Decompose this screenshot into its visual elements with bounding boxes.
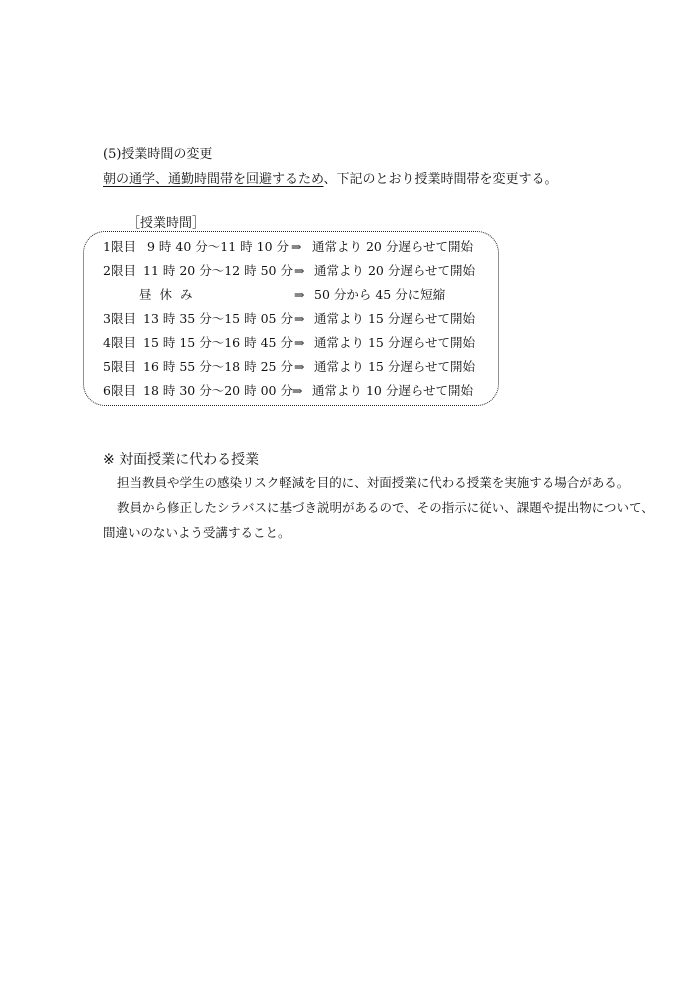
- period-time: 11 時 20 分～12 時 50 分: [143, 263, 293, 278]
- period-label: 2限目: [103, 263, 136, 278]
- period-time: 18 時 30 分～20 時 00 分: [143, 383, 293, 398]
- period-note: 通常より 20 分遅らせて開始: [314, 263, 475, 278]
- arrow-icon: ⇒: [294, 359, 305, 374]
- period-label: 5限目: [103, 359, 136, 374]
- period-label: 3限目: [103, 311, 136, 326]
- period-note: 通常より 10 分遅らせて開始: [312, 383, 473, 398]
- period-note: 通常より 15 分遅らせて開始: [314, 359, 475, 374]
- period-note: 50 分から 45 分に短縮: [314, 287, 446, 302]
- section-heading: (5)授業時間の変更: [103, 147, 213, 162]
- period-label: 1限目: [103, 239, 136, 254]
- period-label: 4限目: [103, 335, 136, 350]
- period-time: 15 時 15 分～16 時 45 分: [143, 335, 293, 350]
- intro-underlined-text: 朝の通学、通勤時間帯を回避するため: [103, 172, 324, 187]
- period-label: 昼休み: [139, 287, 201, 302]
- section-title-alternative-classes: ※ 対面授業に代わる授業: [103, 452, 260, 468]
- arrow-icon: ⇒: [294, 335, 305, 350]
- period-note: 通常より 15 分遅らせて開始: [314, 335, 475, 350]
- arrow-icon: ⇒: [294, 287, 305, 302]
- paragraph-2: 教員から修正したシラバスに基づき説明があるので、その指示に従い、課題や提出物について、: [117, 500, 654, 515]
- paragraph-1: 担当教員や学生の感染リスク軽減を目的に、対面授業に代わる授業を実施する場合がある。: [117, 475, 630, 490]
- period-note: 通常より 15 分遅らせて開始: [314, 311, 475, 326]
- period-time: 16 時 55 分～18 時 25 分: [143, 359, 293, 374]
- period-note: 通常より 20 分遅らせて開始: [312, 239, 473, 254]
- arrow-icon: ⇒: [291, 239, 302, 254]
- arrow-icon: ⇒: [292, 383, 303, 398]
- paragraph-3: 間違いのないよう受講すること。: [103, 525, 291, 540]
- period-time: 13 時 35 分～15 時 05 分: [143, 311, 293, 326]
- schedule-label: ［授業時間］: [127, 216, 206, 231]
- period-time: 9 時 40 分～11 時 10 分: [147, 239, 290, 254]
- intro-text: [103, 168, 558, 187]
- arrow-icon: ⇒: [294, 311, 305, 326]
- period-label: 6限目: [103, 383, 136, 398]
- intro-rest-text: 、下記のとおり授業時間帯を変更する。: [323, 172, 558, 187]
- arrow-icon: ⇒: [294, 263, 305, 278]
